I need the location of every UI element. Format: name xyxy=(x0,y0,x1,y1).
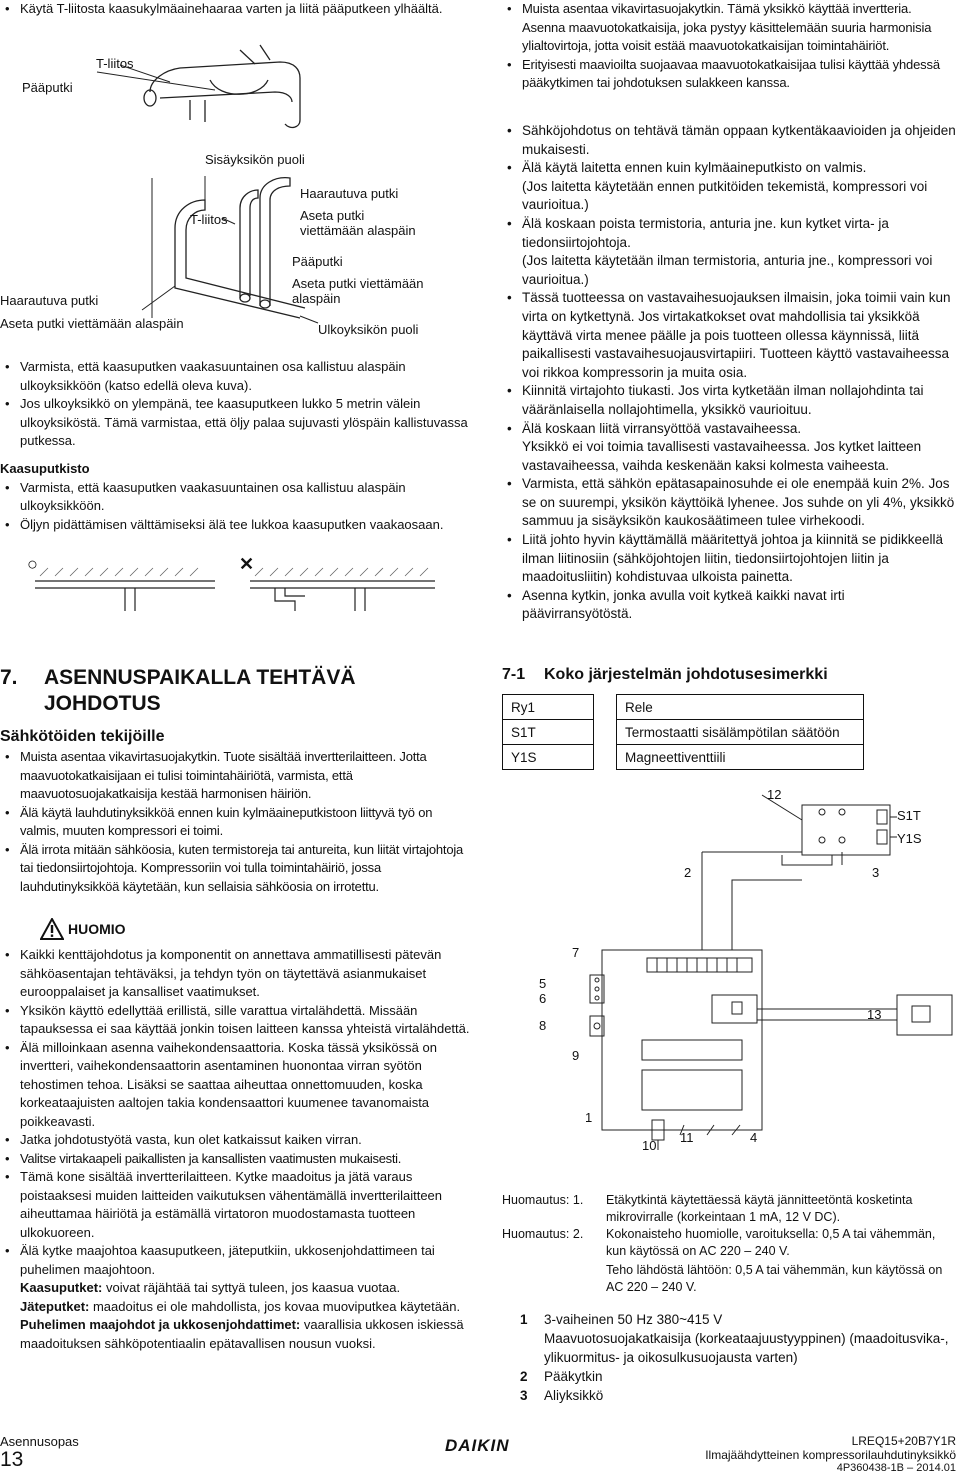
right-top-bullet-1: • Muista asentaa vikavirtasuojakytkin. Tämä yksikkö käyttää invertteria. Asenna maavuotokatkaisija, joka pystyy käsittelemään suuria harmonisia ylialtovirtoja, jotta voisit estää maavuotokatkaisijan toimintahäiriöt. xyxy=(502,0,957,56)
caution-bullet-4: • Jatka johdotustyötä vasta, kun olet katkaissut kaiken virran. xyxy=(0,1131,470,1150)
note-1: Huomautus: 1. Etäkytkintä käytettäessä käytä jännitteetöntä kosketinta mikrovirralle (korkeintaan 1 mA, 12 V DC). xyxy=(502,1193,913,1224)
label-s1t: S1T xyxy=(897,808,921,823)
footer-doc-type: Asennusopas xyxy=(0,1434,79,1449)
slope-bullet-1: • Varmista, että kaasuputken vaakasuuntainen osa kallistuu alaspäin ulkoyksikköön (katso edellä oleva kuva). xyxy=(0,358,470,395)
label-2: 2 xyxy=(684,865,692,880)
left-slope-label: Aseta putki viettämään alaspäin xyxy=(0,316,184,331)
right-mid-item: • Liitä johto hyvin käyttämällä määritettyä johtoa ja kiinnitä se pidikkeellä ilman liitinosiin (sähköjohtojen liitin, tiedonsiirtojohtojen liitin ja maadoitusliitin) kohdistuvaa ulkoista painetta. xyxy=(502,531,957,587)
phone-label: Puhelimen maajohdot ja ukkosenjohdattimet: xyxy=(20,1317,301,1332)
branch-pipe-label: Haarautuva putki xyxy=(300,186,399,201)
slope-figure xyxy=(0,148,470,353)
section-7-title-2: JOHDOTUS xyxy=(44,692,161,715)
right-mid-item: • Varmista, että sähkön epätasapainosuhde ei ole enempää kuin 2%. Jos se on suurempi, yksikön käyttöikä lyhenee. Jos suhde on yli 4%, yksikkö sammuu ja sisäyksikön kaukosäätimeen tulee virhekoodi. xyxy=(502,475,957,531)
slope-bullet-2: • Jos ulkoyksikkö on ylempänä, tee kaasuputkeen lukko 5 metrin välein ulkoyksiköstä. Tämä varmistaa, että öljy palaa sujuvasti ylöspäin kallistuvassa putkessa. xyxy=(0,395,470,451)
footer-title: Ilmajäähdytteinen kompressorilauhdutinyksikkö xyxy=(705,1448,956,1462)
gas-bullet-1: • Varmista, että kaasuputken vaakasuuntainen osa kallistuu alaspäin ulkoyksikköön. xyxy=(0,479,470,516)
caution-bullet-ground xyxy=(0,1242,470,1353)
main-pipe-label: Pääputki xyxy=(292,254,343,269)
right-top-list xyxy=(502,0,957,93)
branch-slope-label: Aseta putki viettämään alaspäin xyxy=(300,208,416,238)
caution-bullet-2: • Yksikön käyttö edellyttää erillistä, sille varattua virtalähdettä. Missään tapauksessa ei saa käyttää jonkin toisen laitteen kanssa yhteistä virtalähdettä. xyxy=(0,1002,470,1039)
right-mid-item: • Asenna kytkin, jonka avulla voit kytkeä kaikki navat irti päävirransyötöstä. xyxy=(502,587,957,624)
ng-icon: ✕ xyxy=(239,554,255,574)
right-mid-item: • Älä koskaan poista termistoria, anturia jne. kun kytket virta- ja tiedonsiirtojohtoja. (Jos laitetta käytetään ilman termistoria, anturia jne., kompressori voi vaurioitua.) xyxy=(502,215,957,289)
main-slope-label: Aseta putki viettämään alaspäin xyxy=(292,276,424,306)
note-2: Huomautus: 2. Kokonaisteho huomiolle, varoituksella: 0,5 A tai vähemmän, kun käytössä on AC 220 – 240 V. Teho lähdöstä lähtöön: 0,5 A tai vähemmän, kun käytössä on AC 220 – 240 V. xyxy=(502,1227,943,1294)
intro-list xyxy=(0,0,470,19)
gas-piping-section xyxy=(0,460,470,534)
section-7-number: 7. xyxy=(0,666,18,689)
right-mid-item: • Kiinnitä virtajohto tiukasti. Jos virta kytketään ilman nollajohdinta tai vääränlaisella nollajohtimella, yksikkö vaurioituu. xyxy=(502,382,957,419)
table-row: Ry1 Rele xyxy=(503,695,864,720)
page-number: 13 xyxy=(0,1448,24,1471)
left-branch-label: Haarautuva putki xyxy=(0,293,99,308)
section-7-1-title: Koko järjestelmän johdotusesimerkki xyxy=(544,666,828,683)
right-mid-item: • Tässä tuotteessa on vastavaihesuojauksen ilmaisin, joka toimii vain kun virta on kytkettynä. Jos virtakatkokset ovat mahdollisia tai yksikköä käyttävä virta menee päälle ja pois tuotteen ollessa käynnissä, liitä paikallisesti vastavaihesuojausvirtapiiri. Tuotteen käyttö vastavaiheessa voi rikkoa kompressorin ja muita osia. xyxy=(502,289,957,382)
caution-bullet-1: • Kaikki kenttäjohdotus ja komponentit on annettava ammatillisesti pätevän sähköasentajan tehtäväksi, ja tehdyn työn on täytettävä asianmukaiset eurooppalaiset ja kansalliset vaatimukset. xyxy=(0,946,470,1002)
slope-bullets xyxy=(0,358,470,451)
caution-bullet-3: • Älä milloinkaan asenna vaihekondensaattoria. Koska tässä yksikössä on invertteri, vaihekondensaattorin asentaminen huonontaa virran syötön tehostimen tehoa. Lisäksi se saattaa aiheuttaa onnettomuuden, koska korkeataajuisten aaltojen takia kondensaattori kuumenee tavanomaista poikkeavasti. xyxy=(0,1039,470,1132)
label-y1s: Y1S xyxy=(897,831,922,846)
fig1-main-pipe-label: Pääputki xyxy=(22,80,73,95)
right-mid-item: • Älä koskaan liitä virransyöttöä vastavaiheessa. Yksikkö ei voi toimia tavallisesti vastavaiheessa. Jos kytket laitteen vastavaiheessa, vaihda keskenään kaksi kolmesta vaiheesta. xyxy=(502,420,957,476)
list-item: 2 Pääkytkin xyxy=(520,1369,603,1384)
ground-intro: Älä kytke maajohtoa kaasuputkeen, jäteputkiin, ukkosenjohdattimeen tai puhelimen maajohtoon. xyxy=(20,1243,435,1277)
list-item: 1 3-vaiheinen 50 Hz 380~415 V Maavuotosuojakatkaisija (korkeataajuustyyppinen) (maadoitusvika-, ylikuormitus- ja oikosulkusuojausta varten) xyxy=(520,1312,949,1365)
gas-label: Kaasuputket: xyxy=(20,1280,103,1295)
caution-bullet-5: • Valitse virtakaapeli paikallisten ja kansallisten vaatimusten mukaisesti. xyxy=(0,1150,470,1169)
numbered-legend xyxy=(520,1310,955,1405)
phone-text: vaarallisia ukkosen iskiessä maadoituksen sähköpotentiaalin epätavallisen nousun vuoksi. xyxy=(20,1317,464,1351)
caution-title: HUOMIO xyxy=(68,921,126,937)
daikin-logo: DAIKIN xyxy=(445,1436,510,1455)
gas-piping-heading: Kaasuputkisto xyxy=(0,461,90,476)
right-top-bullet-2: • Erityisesti maavioilta suojaavaa maavuotokatkaisijaa tulisi käyttää yhdessä pääkytkimen tai johdotuksen sulakkeen kanssa. xyxy=(502,56,957,93)
label-9: 9 xyxy=(572,1048,580,1063)
footer-docnum: 4P360438-1B – 2014.01 xyxy=(836,1462,956,1474)
label-10: 10 xyxy=(642,1138,657,1153)
label-5: 5 xyxy=(539,976,547,991)
outdoor-side-label: Ulkoyksikön puoli xyxy=(318,322,419,337)
footer-model: LREQ15+20B7Y1R xyxy=(851,1434,956,1448)
label-4: 4 xyxy=(750,1130,758,1145)
label-12: 12 xyxy=(767,787,782,802)
diagram-notes xyxy=(502,1192,957,1296)
tjoint-figure xyxy=(0,40,470,135)
label-11: 11 xyxy=(680,1130,694,1145)
label-3: 3 xyxy=(872,865,880,880)
waste-label: Jäteputket: xyxy=(20,1298,90,1314)
legend-table xyxy=(502,694,864,770)
right-mid-item: • Älä käytä laitetta ennen kuin kylmäaineputkisto on valmis. (Jos laitetta käytetään ennen putkitöiden tekemistä, kompressori voi vaurioitua.) xyxy=(502,159,957,215)
wiring-diagram xyxy=(502,780,957,1160)
s7-bullet-1: • Muista asentaa vikavirtasuojakytkin. Tuote sisältää invertterilaitteen. Jotta maavuotokatkaisijaan ei tulisi toimintahäiriötä, varmista, että maavuotosuojakatkaisija kestää harmonisen häiriön. xyxy=(0,748,470,804)
page-footer xyxy=(0,1426,960,1474)
warning-icon xyxy=(40,918,64,940)
waste-text: maadoitus ei ole mahdollista, jos kovaa muoviputkea käytetään. xyxy=(89,1298,461,1314)
tjoint-bullet: • Käytä T-liitosta kaasukylmäainehaaraa varten ja liitä pääputkeen ylhäältä. xyxy=(0,0,470,19)
section-7-subheading: Sähkötöiden tekijöille xyxy=(0,728,165,745)
table-row: S1T Termostaatti sisälämpötilan säätöön xyxy=(503,720,864,745)
label-13: 13 xyxy=(867,1007,882,1022)
fig1-tjoint-label: T-liitos xyxy=(96,56,134,71)
label-6: 6 xyxy=(539,991,547,1006)
trap-drawing xyxy=(25,556,445,611)
trap-figure xyxy=(25,556,445,611)
gas-bullet-2: • Öljyn pidättämisen välttämiseksi älä tee lukkoa kaasuputken vaakaosaan. xyxy=(0,516,470,535)
right-mid-list xyxy=(502,122,957,624)
indoor-side-label: Sisäyksikön puoli xyxy=(205,152,305,167)
section-7 xyxy=(0,666,470,896)
label-7: 7 xyxy=(572,945,580,960)
fig2-tjoint-label: T-liitos xyxy=(190,212,228,227)
list-item: 3 Aliyksikkö xyxy=(520,1388,604,1403)
wiring-drawing xyxy=(502,780,957,1160)
table-row: Y1S Magneettiventtiili xyxy=(503,745,864,770)
s7-bullet-2: • Älä käytä lauhdutinyksikköä ennen kuin kylmäaineputkistoon liittyvä työ on valmis, muuten kompressori ei toimi. xyxy=(0,804,470,841)
right-mid-item: • Sähköjohdotus on tehtävä tämän oppaan kytkentäkaavioiden ja ohjeiden mukaisesti. xyxy=(502,122,957,159)
gas-text: voivat räjähtää tai syttyä tuleen, jos kaasua vuotaa. xyxy=(102,1280,401,1295)
s7-bullet-3: • Älä irrota mitään sähköosia, kuten termistoreja tai antureita, kun liität virtajohtoja tai tiedonsiirtojohtoja. Kompressoriin voi tulla toimintahäiriö, jossa lauhdutinyksikköä käytetään, kun sellaisia sähköosia on irrotettu. xyxy=(0,841,470,897)
caution-notice xyxy=(0,918,470,1353)
section-7-1-number: 7-1 xyxy=(502,666,526,683)
section-7-title-1: ASENNUSPAIKALLA TEHTÄVÄ xyxy=(44,666,356,689)
caution-bullet-6: • Tämä kone sisältää invertterilaitteen. Kytke maadoitus ja jätä varaus poistaaksesi muiden laitteiden vaikutuksen vähentämällä invertterilaitteen aiheuttamaa häiriötä ja estämällä virtatoron muodostamasta tuotteen ulkokuoreen. xyxy=(0,1168,470,1242)
ok-icon: ○ xyxy=(27,554,38,574)
label-8: 8 xyxy=(539,1018,547,1033)
section-7-1-heading xyxy=(502,666,957,684)
label-1: 1 xyxy=(585,1110,593,1125)
